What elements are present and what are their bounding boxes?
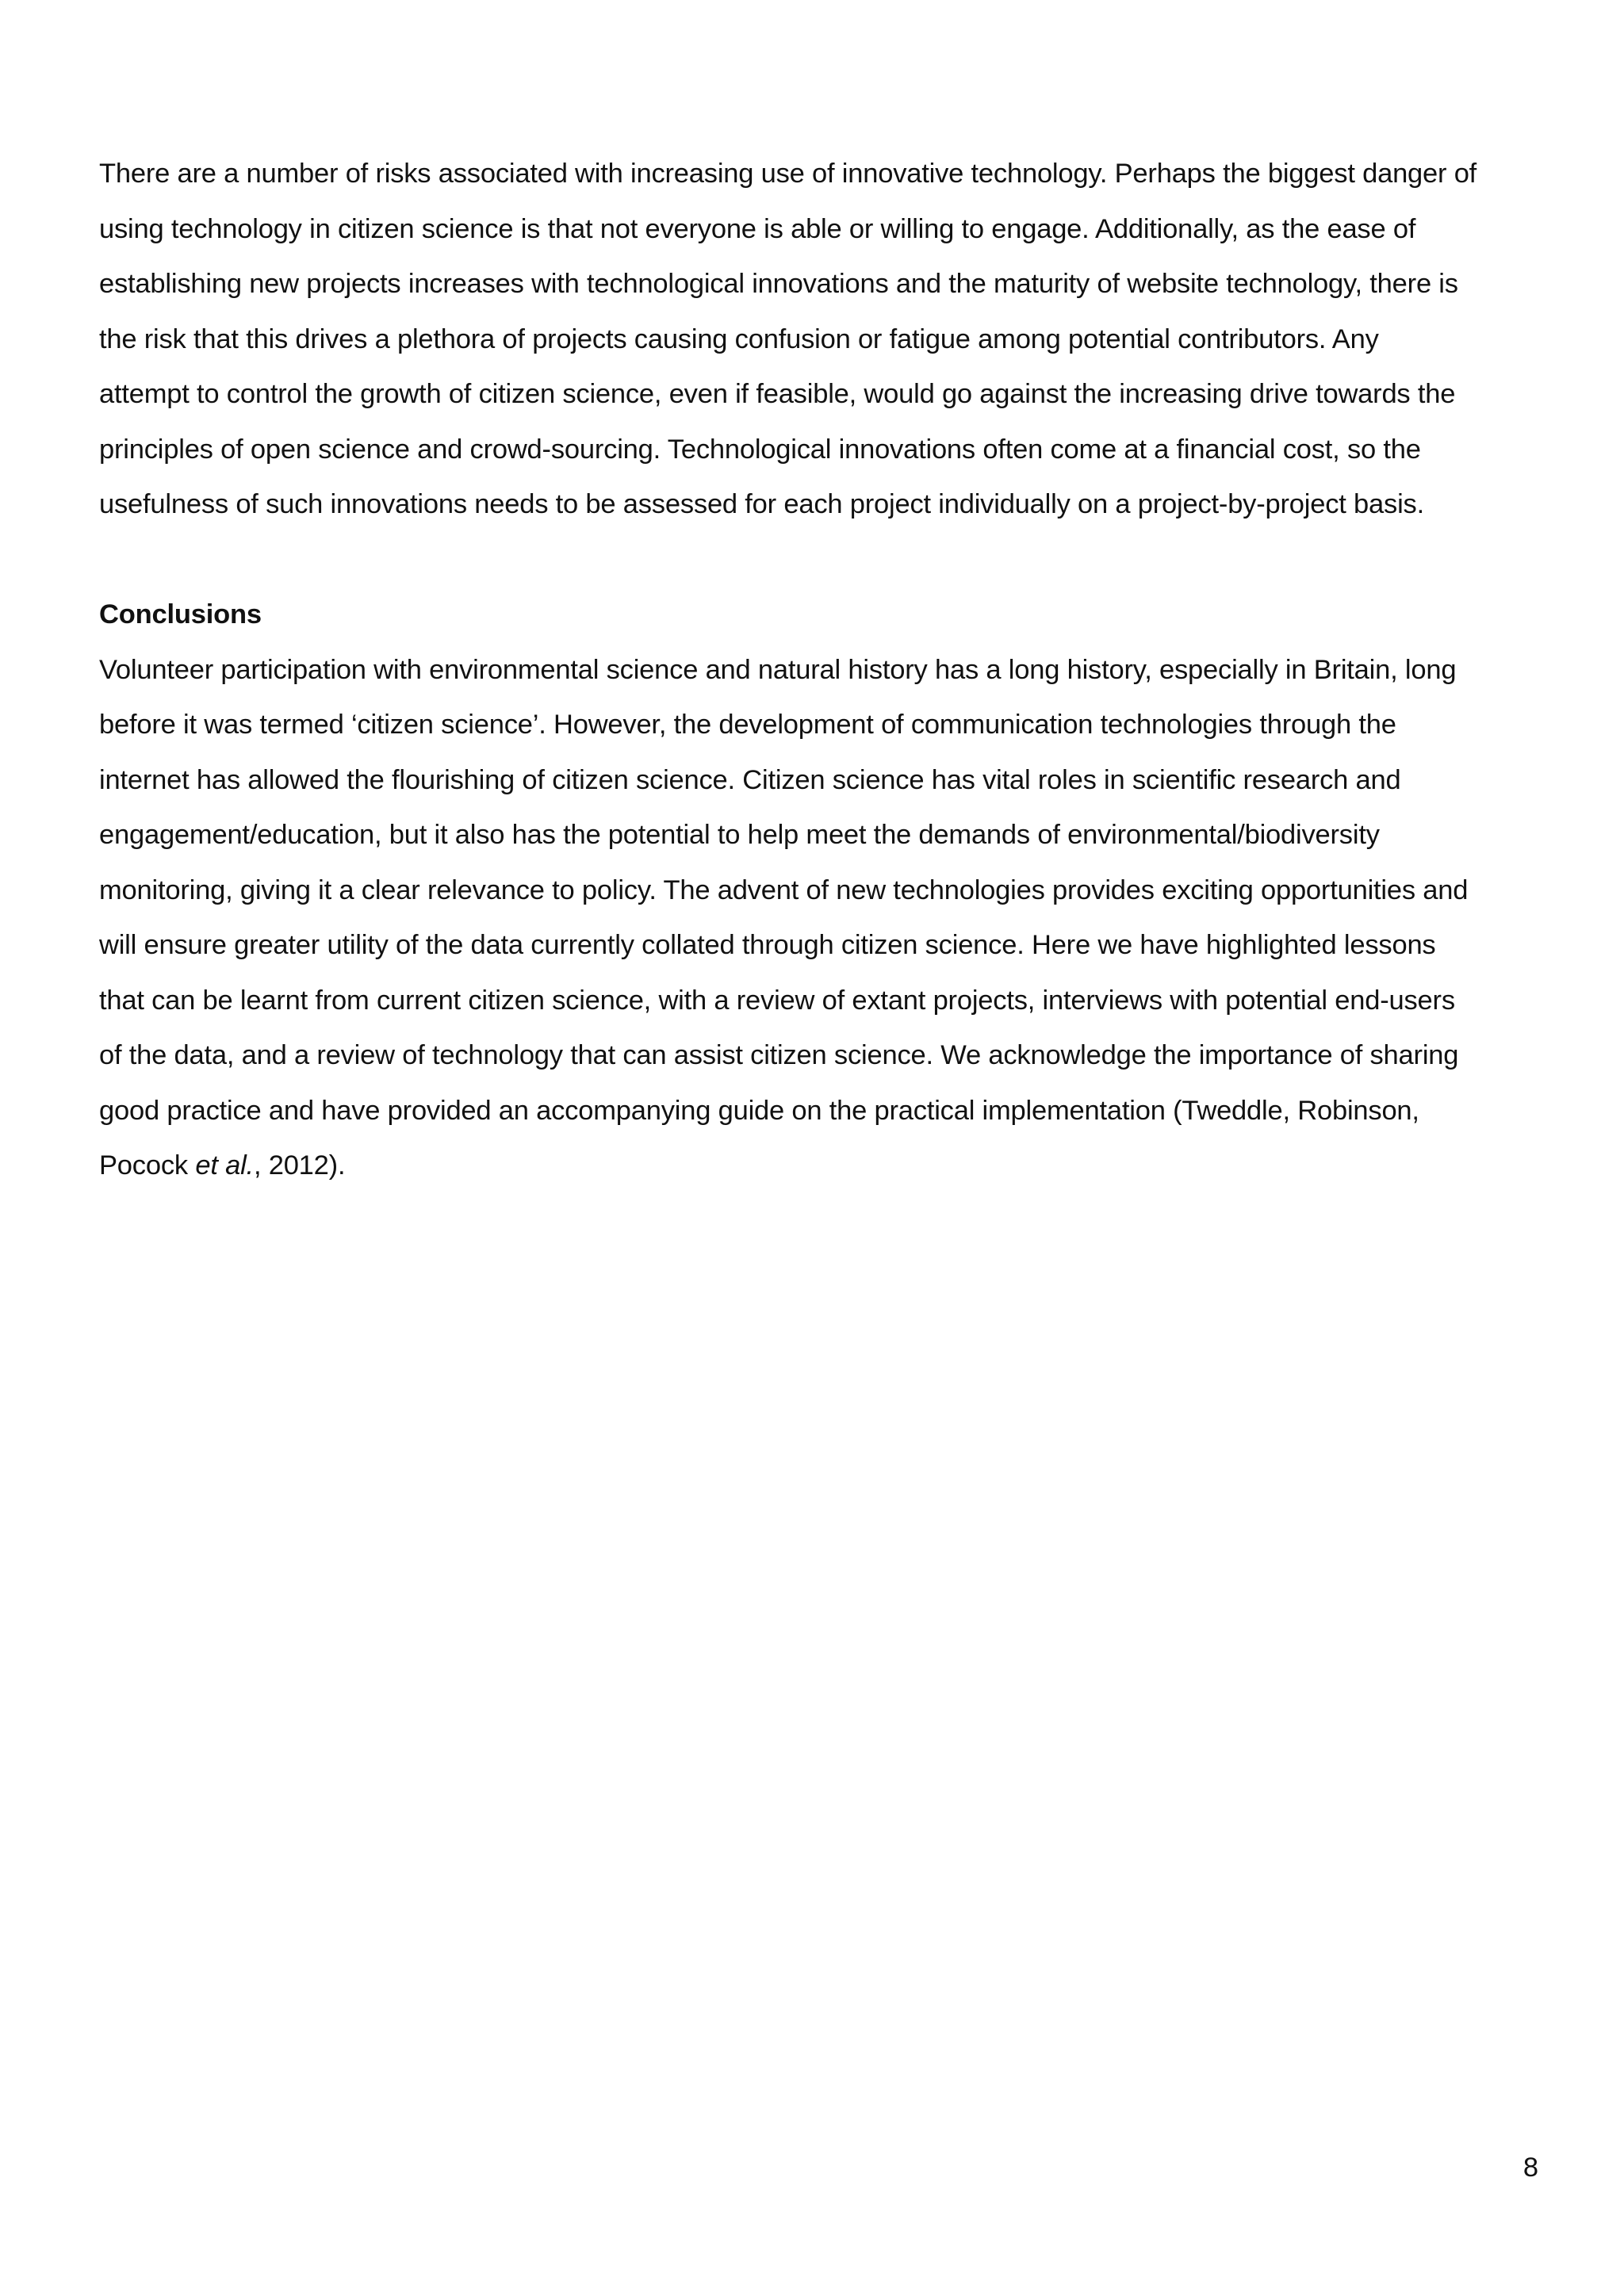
citation-year: , 2012). bbox=[253, 1150, 346, 1181]
page-number: 8 bbox=[1522, 2152, 1538, 2183]
citation-et-al: et al. bbox=[195, 1150, 254, 1181]
paragraph-line: There are a number of risks associated with increasing use of innovative technology. Perhaps the biggest danger of bbox=[99, 159, 1477, 189]
document-page bbox=[99, 147, 1526, 1194]
paragraph-line: will ensure greater utility of the data currently collated through citizen science. Here we have highlighted lessons bbox=[99, 930, 1436, 960]
paragraph-line: good practice and have provided an accompanying guide on the practical implementation (Tweddle, Robinson, bbox=[99, 1095, 1419, 1126]
paragraph-line: before it was termed ‘citizen science’. However, the development of communication technologies through the bbox=[99, 710, 1396, 740]
paragraph-line: Volunteer participation with environmental science and natural history has a long history, especially in Britain, long bbox=[99, 654, 1457, 685]
paragraph-line: attempt to control the growth of citizen science, even if feasible, would go against the increasing drive towards the bbox=[99, 379, 1456, 409]
conclusions-paragraph bbox=[99, 643, 1526, 1194]
paragraph-line: establishing new projects increases with technological innovations and the maturity of website technology, there is bbox=[99, 269, 1458, 299]
paragraph-line: the risk that this drives a plethora of projects causing confusion or fatigue among potential contributors. Any bbox=[99, 323, 1379, 354]
paragraph-line: principles of open science and crowd-sourcing. Technological innovations often come at a financial cost, so the bbox=[99, 434, 1421, 465]
paragraph-spacer bbox=[99, 533, 1526, 588]
paragraph-line-citation bbox=[99, 1138, 1526, 1194]
paragraph-line: of the data, and a review of technology that can assist citizen science. We acknowledge the importance of sharing bbox=[99, 1040, 1459, 1070]
paragraph-line: internet has allowed the flourishing of citizen science. Citizen science has vital roles in scientific research and bbox=[99, 764, 1401, 795]
risks-paragraph bbox=[99, 147, 1526, 533]
paragraph-line: that can be learnt from current citizen science, with a review of extant projects, interviews with potential end-users bbox=[99, 985, 1455, 1016]
paragraph-line: usefulness of such innovations needs to be assessed for each project individually on a project-by-project basis. bbox=[99, 489, 1424, 519]
section-heading-conclusions: Conclusions bbox=[99, 599, 262, 629]
paragraph-line: monitoring, giving it a clear relevance to policy. The advent of new technologies provides exciting opportunities and bbox=[99, 874, 1469, 905]
paragraph-line: engagement/education, but it also has the potential to help meet the demands of environmental/biodiversity bbox=[99, 820, 1380, 850]
citation-author: Pocock bbox=[99, 1150, 196, 1181]
paragraph-line: using technology in citizen science is that not everyone is able or willing to engage. Additionally, as the ease of bbox=[99, 213, 1416, 244]
